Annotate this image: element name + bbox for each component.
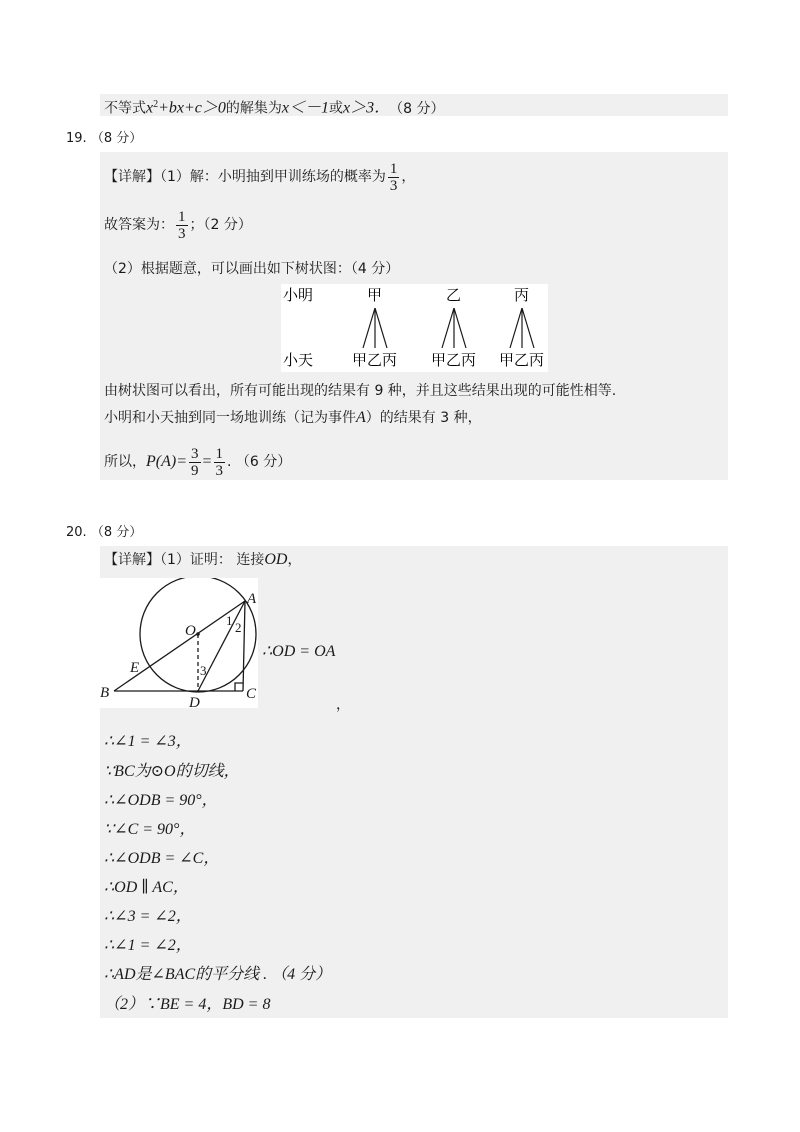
question-score: （8 分） [90,131,143,146]
tree-parent-jia: 甲 [367,286,383,304]
proof-step-6: ∴OD ∥ AC， [104,879,189,896]
tree-row2-label: 小天 [283,351,314,369]
expr-x: x [146,99,154,117]
tree-parent-bing: 丙 [514,286,530,304]
geometry-figure-svg [100,578,258,708]
question-number: 19. [66,131,87,146]
detail-tag: 【详解】 [104,552,160,568]
part1-tail: ， [287,552,302,568]
question-20-header [66,521,142,540]
branch [522,308,534,348]
proof-step-1: ∴∠1 = ∠3， [104,733,192,750]
segment-ac [243,601,245,691]
tree-diagram [281,284,548,372]
prefix-text: 不等式 [104,100,146,117]
line-b-tail: ）的结果有 3 种， [365,410,482,426]
q19-line-b [104,408,482,428]
probability-expr: P(A)= [146,453,187,470]
denominator: 9 [191,462,199,479]
fraction-answer [176,209,188,242]
q19-part2 [104,259,399,279]
top-score: （8 分） [396,100,445,117]
label-e: E [130,660,140,676]
segment-od: OD [264,551,288,568]
center-dot [196,632,200,636]
q19-answer-line [104,208,252,242]
line-a-text: 由树状图可以看出，所有可能出现的结果有 9 种，并且这些结果出现的可能性相等. [104,383,617,399]
numerator: 1 [215,445,224,462]
expr-sup: 2 [153,99,159,110]
part2-text: （2）根据题意，可以画出如下树状图：（4 分） [104,261,400,277]
line-c-tail: . （6 分） [227,454,292,470]
or-text: 或 [329,100,344,117]
branch [510,308,522,348]
tree-branches [363,308,534,348]
proof-step-5: ∴∠ODB = ∠C， [104,850,220,867]
solution-a: x＜－1 [281,99,330,117]
proof-step-4: ∵∠C = 90°， [104,821,196,838]
question-score: （8 分） [90,525,143,540]
solution-b: x＞3． [343,99,391,117]
label-o: O [185,623,196,639]
q20-part1 [104,550,301,570]
proof-step-9: ∴AD是∠BAC的平分线 . （4 分） [104,966,332,983]
denominator: 3 [215,462,224,479]
proof-step-8: ∴∠1 = ∠2， [104,937,192,954]
label-angle-1: 1 [226,613,233,628]
numerator: 3 [191,445,199,462]
q19-line-a [104,381,616,401]
trailing-comma: ， [336,697,350,713]
expr-rest: +bx+c＞0 [158,99,226,117]
label-b: B [100,685,110,701]
question-19-header [66,127,142,146]
branch [454,308,466,348]
q19-part1 [104,160,415,194]
proof-step-3: ∴∠ODB = 90°， [104,792,218,809]
tree-diagram-svg [281,284,548,372]
part1-text: （1）证明： 连接 [160,552,265,568]
proof-step-10: （2）∵BE = 4，BD = 8 [104,996,271,1013]
equals: = [202,453,212,470]
proof-step-7: ∴∠3 = ∠2， [104,908,192,925]
fraction-one-third [388,161,400,194]
numerator: 1 [389,160,398,177]
fraction-three-ninths [189,446,201,479]
proof-step-2: ∵BC为⊙O的切线， [104,763,240,780]
right-angle-mark [235,683,243,691]
denominator: 3 [389,177,398,194]
tree-row1-label: 小明 [283,286,314,304]
label-d: D [189,695,200,708]
geometry-figure [100,578,258,708]
od-equals-oa: ∴OD = OA [262,643,336,660]
event-a: A [356,409,366,426]
label-angle-3: 3 [200,663,207,678]
mid-text: 的解集为 [225,100,282,117]
line-c-text: 所以， [104,454,146,470]
branch [375,308,387,348]
part1-tail: ， [401,169,416,185]
detail-tag: 【详解】 [104,169,160,185]
tree-children-1: 甲乙丙 [352,351,398,369]
q19-line-c [104,445,291,479]
inequality-solution-line [104,95,445,119]
tree-children-3: 甲乙丙 [499,351,545,369]
fraction-one-third-result [214,446,226,479]
part1-text: （1）解：小明抽到甲训练场的概率为 [160,169,386,185]
tree-children-2: 甲乙丙 [431,351,477,369]
branch [363,308,375,348]
question-number: 20. [66,525,87,540]
line-b-text: 小明和小天抽到同一场地训练（记为事件 [104,410,356,426]
answer-text: 故答案为： [104,217,174,233]
label-c: C [246,686,257,702]
label-angle-2: 2 [235,620,242,635]
numerator: 1 [178,208,186,225]
answer-tail: ；（2 分） [189,217,252,233]
tree-parent-yi: 乙 [446,286,462,304]
denominator: 3 [178,225,186,242]
branch [442,308,454,348]
label-a: A [247,591,257,607]
